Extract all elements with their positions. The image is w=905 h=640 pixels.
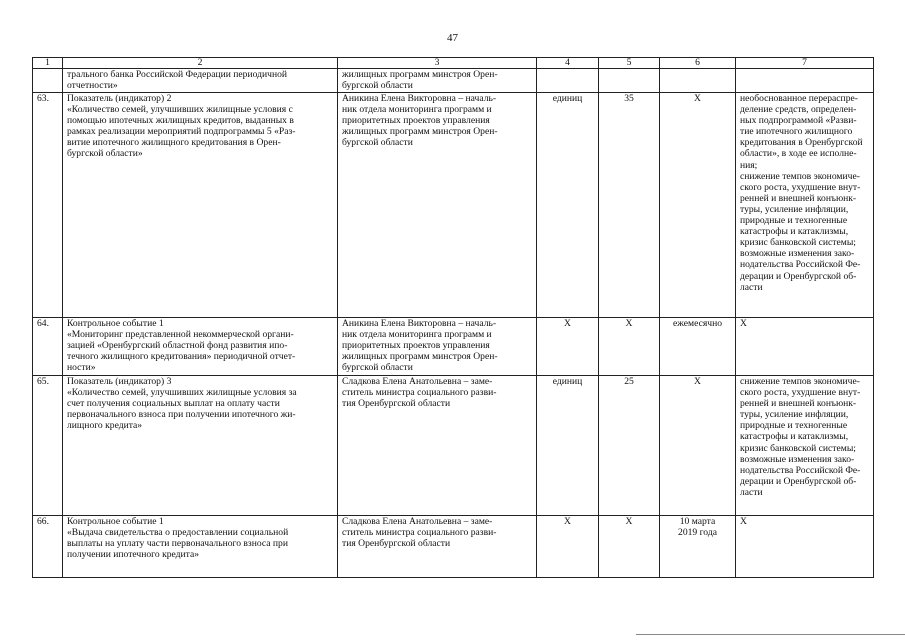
responsible-person: Аникина Елена Викторовна – началь- ник отдела мониторинга программ и приоритетных проектов управления жилищных программ минстроя Орен- бургской области [338, 318, 537, 376]
table-row [33, 516, 874, 578]
header-row [33, 58, 874, 69]
row-number: 66. [33, 516, 63, 578]
value: Х [599, 318, 660, 376]
table-row [33, 318, 874, 376]
row-number: 64. [33, 318, 63, 376]
period [660, 69, 736, 93]
table-row [33, 93, 874, 318]
period: Х [660, 93, 736, 318]
col-header-6: 6 [660, 58, 736, 69]
unit: Х [537, 318, 599, 376]
plan-table [32, 57, 874, 578]
row-number: 65. [33, 376, 63, 516]
value [599, 69, 660, 93]
responsible-person: жилищных программ минстроя Орен- бургской области [338, 69, 537, 93]
row-number [33, 69, 63, 93]
period: 10 марта 2019 года [660, 516, 736, 578]
period: ежемесячно [660, 318, 736, 376]
col-header-4: 4 [537, 58, 599, 69]
risks: Х [736, 318, 874, 376]
period: Х [660, 376, 736, 516]
responsible-person: Сладкова Елена Анатольевна – заме- ститель министра социального разви- тия Оренбургской области [338, 516, 537, 578]
col-header-7: 7 [736, 58, 874, 69]
unit: единиц [537, 376, 599, 516]
col-header-2: 2 [63, 58, 338, 69]
unit: единиц [537, 93, 599, 318]
col-header-5: 5 [599, 58, 660, 69]
row-number: 63. [33, 93, 63, 318]
indicator-name: Показатель (индикатор) 3 «Количество семей, улучшивших жилищные условия за счет получения социальных выплат на оплату части первоначального взноса при получении ипотечного жи- лищного кредита» [63, 376, 338, 516]
col-header-1: 1 [33, 58, 63, 69]
value: 25 [599, 376, 660, 516]
value: 35 [599, 93, 660, 318]
indicator-name: трального банка Российской Федерации периодичной отчетности» [63, 69, 338, 93]
table-row [33, 376, 874, 516]
page-number: 47 [447, 32, 458, 44]
value: Х [599, 516, 660, 578]
unit: Х [537, 516, 599, 578]
col-header-3: 3 [338, 58, 537, 69]
indicator-name: Контрольное событие 1 «Выдача свидетельства о предоставлении социальной выплаты на уплату части первоначального взноса при получении ипотечного кредита» [63, 516, 338, 578]
indicator-name: Показатель (индикатор) 2 «Количество семей, улучшивших жилищные условия с помощью ипотечных жилищных кредитов, выданных в рамках реализации мероприятий подпрограммы 5 «Раз- витие ипотечного жилищного кредитования в Орен- бургской области» [63, 93, 338, 318]
risks: снижение темпов экономиче- ского роста, ухудшение внут- ренней и внешней конъюнк- туры, усиление инфляции, природные и техногенные катастрофы и катаклизмы, кризис банковской системы; возможные изменения зако- нодательства Российской Фе- дерации и Оренбургской об- ласти [736, 376, 874, 516]
responsible-person: Аникина Елена Викторовна – началь- ник отдела мониторинга программ и приоритетных проектов управления жилищных программ минстроя Орен- бургской области [338, 93, 537, 318]
indicator-name: Контрольное событие 1 «Мониторинг представленной некоммерческой органи- зацией «Оренбургский областной фонд развития ипо- течного жилищного кредитования» периодичной отчет- ности» [63, 318, 338, 376]
responsible-person: Сладкова Елена Анатольевна – заме- ститель министра социального разви- тия Оренбургской области [338, 376, 537, 516]
risks [736, 69, 874, 93]
risks: необоснованное перераспре- деление средств, определен- ных подпрограммой «Разви- тие ипотечного жилищного кредитования в Оренбургской области», в ходе ее исполне- ния; снижение темпов экономиче- ского роста, ухудшение внут- ренней и внешней конъюнк- туры, усиление инфляции, природные и техногенные катастрофы и катаклизмы, кризис банковской системы; возможные изменения зако- нодательства Российской Фе- дерации и Оренбургской об- ласти [736, 93, 874, 318]
unit [537, 69, 599, 93]
scan-edge-line [636, 634, 905, 635]
risks: Х [736, 516, 874, 578]
table-row [33, 69, 874, 93]
